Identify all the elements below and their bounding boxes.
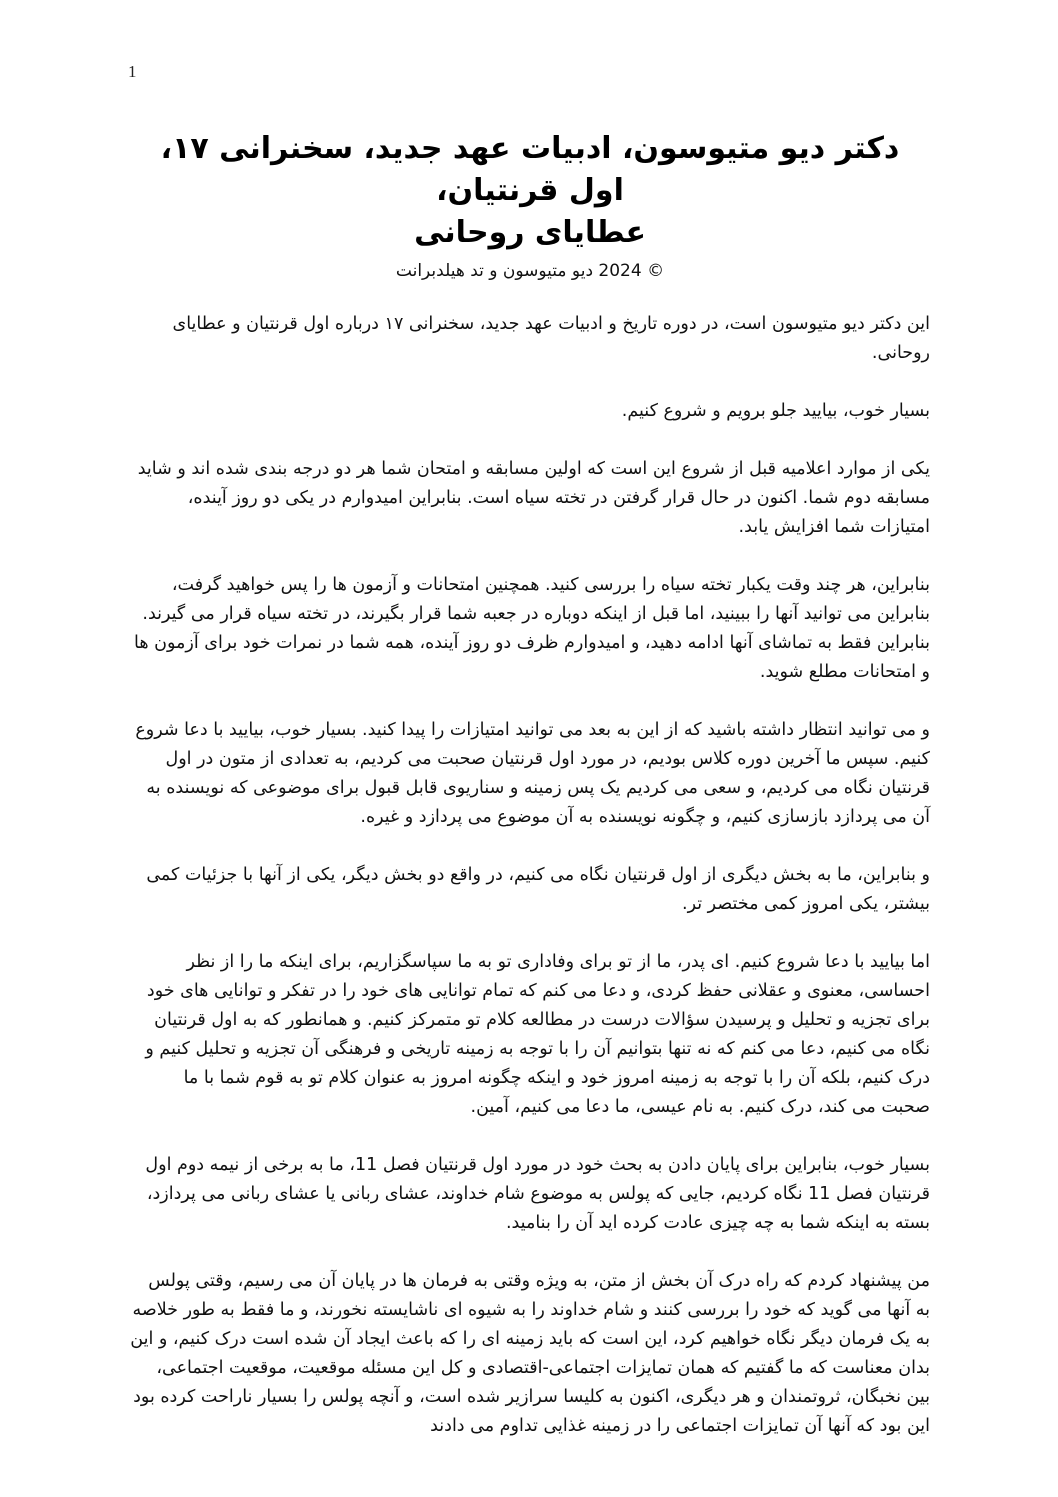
paragraph-list	[130, 310, 930, 1441]
title-line-2: عطایای روحانی	[414, 215, 646, 250]
document-body	[130, 128, 930, 1470]
paragraph: بنابراین، هر چند وقت یکبار تخته سیاه را بررسی کنید. همچنین امتحانات و آزمون ها را پس خواهید گرفت، بنابراین می توانید آنها را ببینید، اما قبل از اینکه دوباره در جعبه شما قرار بگیرند، در تخته سیاه قرار می گیرند. بنابراین فقط به تماشای آنها ادامه دهید، و امیدوارم ظرف دو روز آینده، همه شما در نمرات خود برای آزمون ها و امتحانات مطلع شوید.	[134, 575, 930, 682]
copyright-text: © 2024 دیو متیوسون و تد هیلدبرانت	[395, 261, 665, 281]
paragraph: اما بیایید با دعا شروع کنیم. ای پدر، ما از تو برای وفاداری تو به ما سپاسگزاریم، برای اینکه ما را از نظر احساسی، معنوی و عقلانی حفظ کردی، و دعا می کنم که تمام توانایی های خود را در تفکر و توانایی های خود برای تجزیه و تحلیل و پرسیدن سؤالات درست در مطالعه کلام تو متمرکز کنیم. و همانطور که به اول قرنتیان نگاه می کنیم، دعا می کنم که نه تنها بتوانیم آن را با توجه به زمینه تاریخی و فرهنگی آن تجزیه و تحلیل کنیم و درک کنیم، بلکه آن را با توجه به زمینه امروز خود و اینکه چگونه امروز به عنوان کلام تو به قوم شما با ما صحبت می کند، درک کنیم. به نام عیسی، ما دعا می کنیم، آمین.	[145, 952, 930, 1117]
paragraph: و می توانید انتظار داشته باشید که از این به بعد می توانید امتیازات را پیدا کنید. بسیار خوب، بیایید با دعا شروع کنیم. سپس ما آخرین دوره کلاس بودیم، در مورد اول قرنتیان صحبت می کردیم، به تعدادی از متون در اول قرنتیان نگاه می کردیم، و سعی می کردیم یک پس زمینه و سناریوی قابل قبول برای موضوعی که نویسنده به آن می پردازد بازسازی کنیم، و چگونه نویسنده به آن موضوع می پردازد و غیره.	[135, 720, 930, 827]
document-title	[130, 128, 930, 254]
paragraph: بسیار خوب، بیایید جلو برویم و شروع کنیم.	[621, 401, 930, 421]
paragraph: این دکتر دیو متیوسون است، در دوره تاریخ و ادبیات عهد جدید، سخنرانی ۱۷ درباره اول قرنتیان و عطایای روحانی.	[172, 314, 930, 363]
paragraph: بسیار خوب، بنابراین برای پایان دادن به بحث خود در مورد اول قرنتیان فصل 11، ما به برخی از نیمه دوم اول قرنتیان فصل 11 نگاه کردیم، جایی که پولس به موضوع شام خداوند، عشای ربانی یا عشای ربانی می پردازد، بسته به اینکه شما به چه چیزی عادت کرده اید آن را بنامید.	[145, 1155, 930, 1233]
page-number: 1	[128, 62, 137, 81]
paragraph: یکی از موارد اعلامیه قبل از شروع این است که اولین مسابقه و امتحان شما هر دو درجه بندی شده اند و شاید مسابقه دوم شما. اکنون در حال قرار گرفتن در تخته سیاه است. بنابراین امیدوارم در یکی دو روز آینده، امتیازات شما افزایش یابد.	[137, 459, 930, 537]
copyright-line	[130, 258, 930, 284]
title-line-1: دکتر دیو متیوسون، ادبیات عهد جدید، سخنرانی ۱۷، اول قرنتیان،	[160, 131, 900, 208]
paragraph: و بنابراین، ما به بخش دیگری از اول قرنتیان نگاه می کنیم، در واقع دو بخش دیگر، یکی از آنها با جزئیات کمی بیشتر، یکی امروز کمی مختصر تر.	[146, 865, 930, 914]
paragraph: من پیشنهاد کردم که راه درک آن بخش از متن، به ویژه وقتی به فرمان ها در پایان آن می رسیم، وقتی پولس به آنها می گوید که خود را بررسی کنند و شام خداوند را به شیوه ای ناشایسته نخورند، و ما فقط به طور خلاصه به یک فرمان دیگر نگاه خواهیم کرد، این است که باید زمینه ای را که باعث ایجاد آن شده است درک کنیم، و این بدان معناست که ما گفتیم که همان تمایزات اجتماعی-اقتصادی و کل این مسئله موقعیت، موقعیت اجتماعی، بین نخبگان، ثروتمندان و هر دیگری، اکنون به کلیسا سرازیر شده است، و آنچه پولس را بسیار ناراحت کرده بود این بود که آنها آن تمایزات اجتماعی را در زمینه غذایی تداوم می دادند	[130, 1271, 930, 1436]
